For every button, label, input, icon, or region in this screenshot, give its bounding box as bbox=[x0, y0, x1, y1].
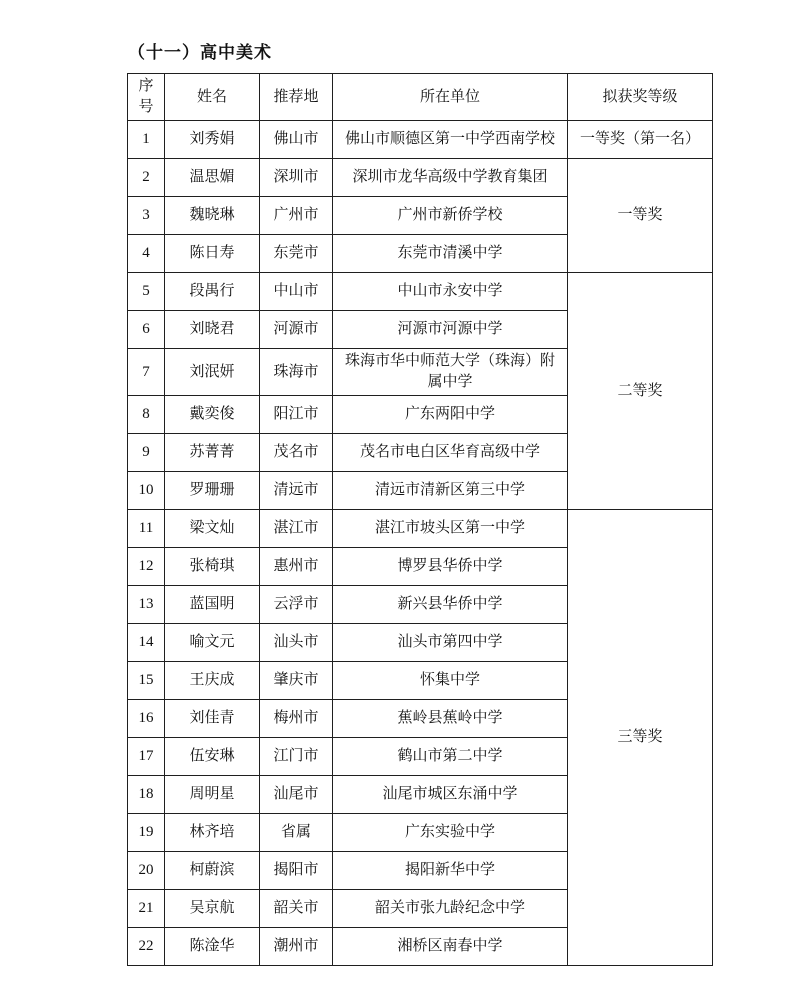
cell-school: 蕉岭县蕉岭中学 bbox=[333, 700, 568, 738]
cell-name: 罗珊珊 bbox=[165, 472, 260, 510]
cell-school: 广东实验中学 bbox=[333, 814, 568, 852]
cell-place: 河源市 bbox=[260, 311, 333, 349]
cell-school: 湘桥区南春中学 bbox=[333, 928, 568, 966]
cell-place: 东莞市 bbox=[260, 235, 333, 273]
cell-no: 7 bbox=[128, 349, 165, 396]
cell-place: 揭阳市 bbox=[260, 852, 333, 890]
cell-school: 汕头市第四中学 bbox=[333, 624, 568, 662]
cell-no: 5 bbox=[128, 273, 165, 311]
table-header bbox=[128, 74, 713, 121]
cell-school: 珠海市华中师范大学（珠海）附属中学 bbox=[333, 349, 568, 396]
column-header-no: 序号 bbox=[128, 74, 165, 121]
cell-place: 深圳市 bbox=[260, 159, 333, 197]
cell-name: 吴京航 bbox=[165, 890, 260, 928]
header-row bbox=[128, 74, 713, 121]
cell-no: 10 bbox=[128, 472, 165, 510]
cell-school: 佛山市顺德区第一中学西南学校 bbox=[333, 121, 568, 159]
cell-name: 蓝国明 bbox=[165, 586, 260, 624]
cell-school: 怀集中学 bbox=[333, 662, 568, 700]
cell-school: 新兴县华侨中学 bbox=[333, 586, 568, 624]
column-header-name: 姓名 bbox=[165, 74, 260, 121]
cell-place: 茂名市 bbox=[260, 434, 333, 472]
cell-no: 8 bbox=[128, 396, 165, 434]
cell-school: 揭阳新华中学 bbox=[333, 852, 568, 890]
cell-name: 刘秀娟 bbox=[165, 121, 260, 159]
cell-name: 苏菁菁 bbox=[165, 434, 260, 472]
cell-school: 鹤山市第二中学 bbox=[333, 738, 568, 776]
cell-name: 段禺行 bbox=[165, 273, 260, 311]
cell-place: 江门市 bbox=[260, 738, 333, 776]
cell-school: 茂名市电白区华育高级中学 bbox=[333, 434, 568, 472]
cell-name: 喻文元 bbox=[165, 624, 260, 662]
cell-award: 二等奖 bbox=[568, 273, 713, 510]
cell-place: 肇庆市 bbox=[260, 662, 333, 700]
cell-place: 汕头市 bbox=[260, 624, 333, 662]
cell-school: 东莞市清溪中学 bbox=[333, 235, 568, 273]
cell-no: 15 bbox=[128, 662, 165, 700]
cell-name: 伍安琳 bbox=[165, 738, 260, 776]
cell-no: 12 bbox=[128, 548, 165, 586]
cell-school: 中山市永安中学 bbox=[333, 273, 568, 311]
cell-school: 广州市新侨学校 bbox=[333, 197, 568, 235]
cell-place: 阳江市 bbox=[260, 396, 333, 434]
cell-place: 清远市 bbox=[260, 472, 333, 510]
column-header-place: 推荐地 bbox=[260, 74, 333, 121]
cell-no: 3 bbox=[128, 197, 165, 235]
cell-place: 中山市 bbox=[260, 273, 333, 311]
cell-name: 温思媚 bbox=[165, 159, 260, 197]
cell-school: 广东两阳中学 bbox=[333, 396, 568, 434]
cell-no: 2 bbox=[128, 159, 165, 197]
table-body bbox=[128, 121, 713, 966]
cell-place: 湛江市 bbox=[260, 510, 333, 548]
table-row bbox=[128, 273, 713, 311]
cell-name: 刘佳青 bbox=[165, 700, 260, 738]
cell-award: 一等奖 bbox=[568, 159, 713, 273]
cell-no: 21 bbox=[128, 890, 165, 928]
table-row bbox=[128, 121, 713, 159]
cell-name: 戴奕俊 bbox=[165, 396, 260, 434]
cell-place: 珠海市 bbox=[260, 349, 333, 396]
awards-table bbox=[127, 73, 713, 966]
cell-award: 三等奖 bbox=[568, 510, 713, 966]
table-row bbox=[128, 159, 713, 197]
cell-school: 汕尾市城区东涌中学 bbox=[333, 776, 568, 814]
column-header-award: 拟获奖等级 bbox=[568, 74, 713, 121]
cell-school: 深圳市龙华高级中学教育集团 bbox=[333, 159, 568, 197]
cell-school: 河源市河源中学 bbox=[333, 311, 568, 349]
cell-place: 惠州市 bbox=[260, 548, 333, 586]
cell-place: 省属 bbox=[260, 814, 333, 852]
cell-award: 一等奖（第一名） bbox=[568, 121, 713, 159]
cell-place: 佛山市 bbox=[260, 121, 333, 159]
cell-no: 11 bbox=[128, 510, 165, 548]
cell-place: 广州市 bbox=[260, 197, 333, 235]
cell-place: 汕尾市 bbox=[260, 776, 333, 814]
cell-no: 4 bbox=[128, 235, 165, 273]
cell-name: 刘晓君 bbox=[165, 311, 260, 349]
cell-name: 王庆成 bbox=[165, 662, 260, 700]
cell-school: 湛江市坡头区第一中学 bbox=[333, 510, 568, 548]
cell-no: 19 bbox=[128, 814, 165, 852]
page-title: （十一）高中美术 bbox=[128, 43, 272, 62]
cell-name: 刘泯妍 bbox=[165, 349, 260, 396]
cell-place: 潮州市 bbox=[260, 928, 333, 966]
cell-no: 14 bbox=[128, 624, 165, 662]
cell-name: 林齐培 bbox=[165, 814, 260, 852]
cell-no: 1 bbox=[128, 121, 165, 159]
cell-name: 魏晓琳 bbox=[165, 197, 260, 235]
cell-no: 9 bbox=[128, 434, 165, 472]
cell-no: 13 bbox=[128, 586, 165, 624]
table-row bbox=[128, 510, 713, 548]
cell-place: 韶关市 bbox=[260, 890, 333, 928]
cell-place: 云浮市 bbox=[260, 586, 333, 624]
cell-no: 16 bbox=[128, 700, 165, 738]
cell-name: 陈日寿 bbox=[165, 235, 260, 273]
cell-name: 梁文灿 bbox=[165, 510, 260, 548]
cell-no: 6 bbox=[128, 311, 165, 349]
cell-name: 张椅琪 bbox=[165, 548, 260, 586]
cell-name: 陈淦华 bbox=[165, 928, 260, 966]
column-header-school: 所在单位 bbox=[333, 74, 568, 121]
cell-no: 20 bbox=[128, 852, 165, 890]
cell-no: 17 bbox=[128, 738, 165, 776]
cell-no: 22 bbox=[128, 928, 165, 966]
cell-school: 韶关市张九龄纪念中学 bbox=[333, 890, 568, 928]
cell-place: 梅州市 bbox=[260, 700, 333, 738]
cell-no: 18 bbox=[128, 776, 165, 814]
cell-name: 周明星 bbox=[165, 776, 260, 814]
cell-school: 清远市清新区第三中学 bbox=[333, 472, 568, 510]
cell-school: 博罗县华侨中学 bbox=[333, 548, 568, 586]
cell-name: 柯蔚滨 bbox=[165, 852, 260, 890]
